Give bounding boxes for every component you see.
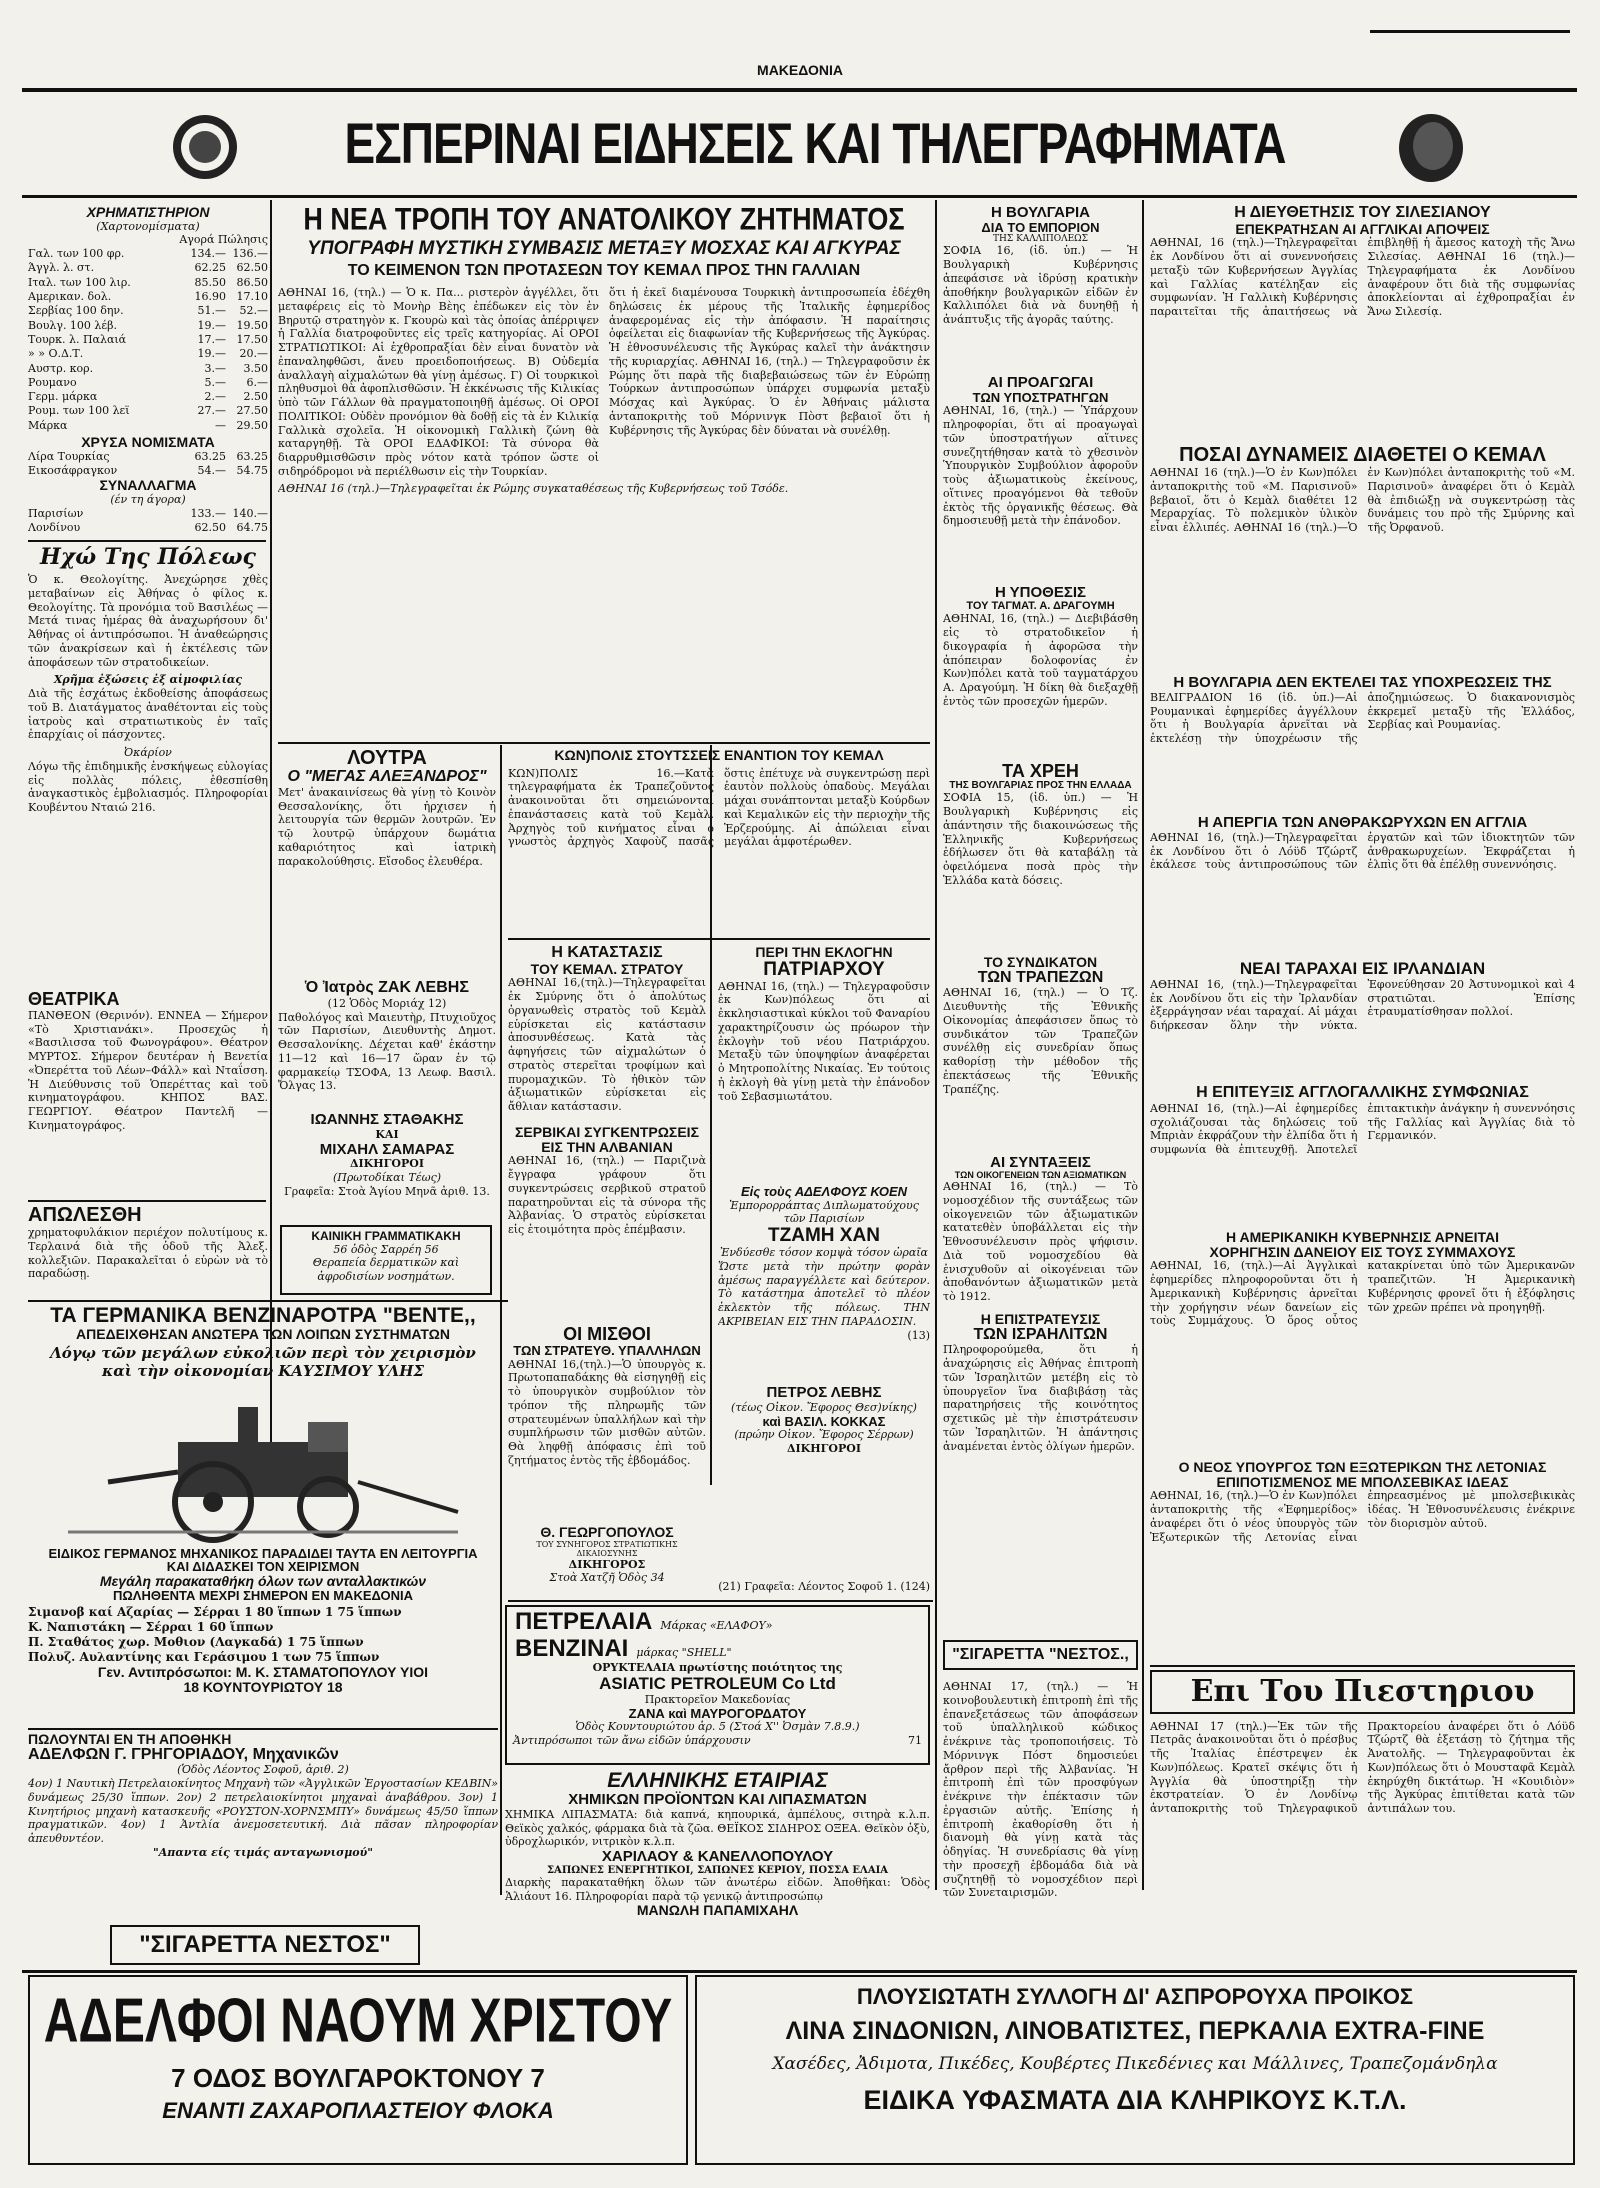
debts-story xyxy=(943,762,1138,947)
silesia-text: ΑΘΗΝΑΙ, 16 (τηλ.)—Τηλεγραφεῖται ἐκ Λονδίνου ὅτι αἱ συνεννοήσεις μεταξὺ τῶν Κυβερνήσεων Ἀγγλίας καὶ Γαλλίας κατέληξαν εἰς συμφωνίαν. Ἡ Γαλλικὴ Κυβέρνησις παραιτεῖται τῆς ἀπαιτήσεως νὰ ἐπιβληθῇ ἡ ἄμεσος κατοχὴ τῆς Ἄνω Σιλεσίας. ΑΘΗΝΑΙ 16 (τηλ.)—Τηλεγραφήματα ἐκ Λονδίνου ἀναφέρουν ὅτι διὰ τῆς συμφωνίας ἀποκλείονται αἱ ἐχθροπραξίαι ἐν Ἄνω Σιλεσίᾳ. xyxy=(1150,236,1575,319)
rate-v1: 16.90 xyxy=(194,290,226,304)
main-text-b: ὅτι ἡ ἐκεῖ διαμένουσα Τουρκικὴ ἀντιπροσωπεία ἐδέχθη δηλώσεις ἐκ μέρους τῆς Ἰταλικῆς ἐφημερίδος ἀναφερομένας εἰς τὴν ἀπόφασιν. Ἡ παραίτησις ὀφείλεται εἰς διαφωνίαν τῆς Κυβερνήσεως τῆς Ἀγκύρας. Ἡ ἐθνοσυνέλευσις τῆς Ἀγκύρας καλεῖ τὴν ἀνάκτησιν τῆς κυριαρχίας. ΑΘΗΝΑΙ 16, (τηλ.) — Τηλεγραφοῦσιν ἐκ Ρώμης ὅτι παρὰ τῆς διαβεβαιώσεως τῶν ἐν Εὐρώπῃ Τούρκων ἀντιπροσώπων ὑπάρχει συμφωνία μεταξὺ Μόσχας καὶ Ἀγκύρας. Ὁ ἐν Ἀθήναις μάλιστα ἀνταποκριτὴς τοῦ Μόρνινγκ Πὸστ βεβαιοῖ ὅτι ἡ Κυβέρνησις τῆς Ἀγκύρας δὲν δύναται νὰ συνέλθῃ. xyxy=(609,286,930,437)
serbian-title: ΣΕΡΒΙΚΑΙ ΣΥΓΚΕΝΤΡΩΣΕΙΣ xyxy=(515,1125,699,1140)
chem-firm2: ΣΑΠΩΝΕΣ ΕΝΕΡΓΗΤΙΚΟΙ, ΣΑΠΩΝΕΣ ΚΕΡΙΟΥ, ΠΟΣΣΑ ΕΛΑΙΑ xyxy=(546,1864,889,1876)
rate-v1: 62.50 xyxy=(194,521,226,535)
kemal-forces-story xyxy=(1150,445,1575,670)
christou-ad xyxy=(28,1975,688,2165)
rate-v2: 52.— xyxy=(239,304,268,318)
rate-name: Βουλγ. 100 λέβ. xyxy=(28,318,117,332)
running-title: ΜΑΚΕΔΟΝΙΑ xyxy=(757,62,843,78)
israelites-sub: ΤΩΝ ΙΣΡΑΗΛΙΤΩΝ xyxy=(973,1325,1108,1343)
salaries-sub: ΤΩΝ ΣΤΡΑΤΕΥΘ. ΥΠΑΛΛΗΛΩΝ xyxy=(513,1342,701,1358)
nestos-ad-2 xyxy=(943,1640,1138,1670)
plough-row: 18 ΚΟΥΝΤΟΥΡΙΩΤΟΥ 18 xyxy=(183,1679,343,1696)
main-footnote: ΑΘΗΝΑΙ 16 (τηλ.)—Τηλεγραφεῖται ἐκ Ρώμης συγκαταθέσεως τῆς Κυβερνήσεως τοῦ Τσόδε. xyxy=(278,481,789,495)
lawyer-2: ΜΙΧΑΗΛ ΣΑΜΑΡΑΣ xyxy=(319,1140,455,1158)
patriarch-story xyxy=(718,945,930,1180)
israelites-story xyxy=(943,1312,1138,1632)
us-loans-story xyxy=(1150,1230,1575,1455)
plough-line3: Μεγάλη παρακαταθήκη όλων των ανταλλακτικών xyxy=(99,1573,427,1590)
rate-v1: 51.— xyxy=(197,304,226,318)
coal-strike-text: ΑΘΗΝΑΙ 16, (τηλ.)—Τηλεγραφεῖται ἐκ Λονδίνου ὅτι ὁ Λόϋδ Τζώρτζ ἐκάλεσε τοὺς ἀντιπροσώπους τῶν ἐργατῶν καὶ τῶν ἰδιοκτητῶν τῶν ἀνθρακωρυχείων. Ἐκφράζεται ἡ ἐλπὶς ὅτι θὰ ἐπέλθῃ συνεννόησις. xyxy=(1150,830,1575,872)
col-sep-4 xyxy=(500,745,502,1895)
bulgaria-trade-sub2: ΤΗΣ ΚΑΛΛΙΠΟΛΕΩΣ xyxy=(993,234,1088,245)
petroleum-l2: ASIATIC PETROLEUM Co Ltd xyxy=(599,1674,836,1694)
plough-line4: ΠΩΛΗΘΕΝΤΑ ΜΕΧΡΙ ΣΗΜΕΡΟΝ ΕΝ ΜΑΚΕΔΟΝΙΑ xyxy=(113,1587,413,1603)
ireland-story xyxy=(1150,960,1575,1080)
plough-list xyxy=(28,1605,498,1694)
echo-text3: Λόγω τῆς ἐπιδημικῆς ἐνσκήψεως εὐλογίας εἰς πολλὰς πόλεις, ἐθεσπίσθη ἀναγκαστικὸς ἐμβολιασμός. Πληροφορίαι Κουβέντου Νταιώ 216. xyxy=(28,759,268,815)
market-section xyxy=(28,205,268,535)
late-news-text xyxy=(943,1680,1138,1965)
levis-and: καὶ ΒΑΣΙΛ. ΚΟΚΚΑΣ xyxy=(762,1413,886,1429)
anglo-french-story xyxy=(1150,1085,1575,1225)
petroleum-l5: Ὁδὸς Κουντουριώτου ἀρ. 5 (Στοά Χ'' Ὀσμὰν 7.8.9.) xyxy=(575,1720,860,1734)
latvia-title: Ο ΝΕΟΣ ΥΠΟΥΡΓΟΣ ΤΩΝ ΕΞΩΤΕΡΙΚΩΝ ΤΗΣ ΛΕΤΟΝΙΑΣ xyxy=(1178,1460,1547,1475)
georgopoulos-address: Στοὰ Χατζῆ Ὁδὸς 34 xyxy=(549,1571,665,1585)
christou-address: 7 ΟΔΟΣ ΒΟΥΛΓΑΡΟΚΤΟΝΟΥ 7 xyxy=(171,2063,545,2094)
press-text: ΑΘΗΝΑΙ 17 (τηλ.)—Ἐκ τῶν τῆς Πετρᾶς ἀνακοινοῦται ὅτι ὁ πρέσβυς τῆς Ἰταλίας ἐπέστρεψεν ἐκ Κων)πόλεως. Κρατεῖ σκέψις ὅτι ἡ Ἀγγλία θὰ ὑποστηρίξῃ τὴν ἐκστρατείαν. Ὁ ἐν Λονδίνῳ ἀνταποκριτὴς τοῦ Τηλεγραφικοῦ Πρακτορείου ἀναφέρει ὅτι ὁ Λόϋδ Τζώρτζ θὰ ἐξετάσῃ τὸ ζήτημα τῆς Ἀνατολῆς. — Τηλεγραφοῦνται ἐκ Κων)πόλεως ὅτι ὁ Μουσταφᾶ Κεμὰλ ἐκηρύχθη δικτάτωρ. Ἡ «Κουιδιὸν» τῆς Ἀγκύρας ἐπιτίθεται κατὰ τῶν ἀντιπάλων του. xyxy=(1150,1719,1575,1815)
rule-l4 xyxy=(28,1728,498,1730)
rate-v2: 20.— xyxy=(239,347,268,361)
linen-ad xyxy=(695,1975,1575,2165)
coal-strike-story xyxy=(1150,815,1575,955)
clinic-text: Θεραπεία δερματικῶν καὶ ἀφροδισίων νοσημάτων. xyxy=(312,1256,460,1284)
baths-text: Μετ' ἀνακαινίσεως θὰ γίνῃ τὸ Κοινὸν Θεσσαλονίκης, ὅτι ἠρχισεν ἡ λειτουργία τῶν θερμῶν λουτρῶν. Ἐν τῷ λουτρῷ ὑπάρχουν δωμάτια καθαριότητος καὶ ἰατρικὴ παρακολούθησις. Εἴσοδος ἐλευθέρα. xyxy=(278,785,496,868)
promotions-sub: ΤΩΝ ΥΠΟΣΤΡΑΤΗΓΩΝ xyxy=(972,389,1109,405)
rate-v2: 29.50 xyxy=(236,418,268,432)
rate-v2: 3.50 xyxy=(243,361,268,375)
promotions-title: ΑΙ ΠΡΟΑΓΩΓΑΙ xyxy=(987,375,1094,391)
patriarch-text: ΑΘΗΝΑΙ 16, (τηλ.) — Τηλεγραφοῦσιν ἐκ Κων)πόλεως ὅτι αἱ ἐκκλησιαστικαὶ κύκλοι τοῦ Φαναρίου χαρακτηρίζουσιν ὡς πρόωρον τὴν ἐκλογὴν τοῦ νέου Πατριάρχου. Μεταξὺ τῶν ὑποψηφίων ἀναφέρεται ὁ Μητροπολίτης Νικαίας. Ἐν τούτοις ἡ ἐκλογὴ θὰ γίνῃ μετὰ τὴν ἐπάνοδον τοῦ Σεβασμιωτάτου. xyxy=(718,979,930,1103)
levis-name: ΠΕΤΡΟΣ ΛΕΒΗΣ xyxy=(766,1385,882,1401)
coins-title: ΧΡΥΣΑ ΝΟΜΙΣΜΑΤΑ xyxy=(81,434,215,451)
echo-text2: Διὰ τῆς ἐσχάτως ἐκδοθείσης ἀποφάσεως τοῦ Β. Διατάγματος ἀναθέτονται εἰς τοὺς ἰατροὺς καὶ στρατιωτικοὺς ἐν ταῖς ἐπαρχίαις οἱ πάσχοντες. xyxy=(28,687,268,742)
benzine-title: BENZINAI xyxy=(515,1635,629,1663)
kemal-army-title: Η ΚΑΤΑΣΤΑΣΙΣ xyxy=(551,945,663,961)
masthead-title: ΕΣΠΕΡΙΝΑΙ ΕΙΔΗΣΕΙΣ ΚΑΙ ΤΗΛΕΓΡΑΦΗΜΑΤΑ xyxy=(344,110,1286,176)
tailor-sub: Ἐμπορορράπτας Διπλωματούχους τῶν Παρισίων xyxy=(729,1198,919,1226)
kurds-title: ΚΩΝ)ΠΟΛΙΣ ΣΤΟΥΤΣΣΕΙΣ ΕΝΑΝΤΙΟΝ ΤΟΥ ΚΕΜΑΛ xyxy=(554,748,884,763)
rate-row xyxy=(28,450,268,464)
chemicals-ad xyxy=(505,1770,930,1965)
theatre-section xyxy=(28,990,268,1170)
plough-row: Πολυζ. Αυλαντίνης και Γεράσιμου 1 των 75 ἵππων xyxy=(28,1650,380,1665)
christou-name: ΑΔΕΛΦΟΙ ΝΑΟΥΜ ΧΡΙΣΤΟΥ xyxy=(43,1986,673,2056)
plough-title: ΤΑ ΓΕΡΜΑΝΙΚΑ ΒΕΝΖΙΝΑΡΟΤΡΑ "ΒΕΝΤΕ,, xyxy=(50,1305,476,1327)
benzine-brand: μάρκας "SHELL" xyxy=(636,1646,732,1660)
kemal-army-sub: ΤΟΥ ΚΕΜΑΛ. ΣΤΡΑΤΟΥ xyxy=(530,960,684,977)
rate-row xyxy=(28,290,268,304)
linen-line2: ΛΙΝΑ ΣΙΝΔΟΝΙΩΝ, ΛΙΝΟΒΑΤΙΣΤΕΣ, ΠΕΡΚΑΛΙΑ EXTRA-FINE xyxy=(785,2017,1485,2046)
bottom-rule xyxy=(22,1970,1577,1973)
header-rule xyxy=(22,88,1577,92)
debts-text: ΣΟΦΙΑ 15, (ἰδ. ὑπ.) — Ἡ Βουλγαρικὴ Κυβέρνησις εἰς ἀπάντησιν τῆς διακοινώσεως τῆς Ἑλληνικῆς Κυβερνήσεως ἐδήλωσεν ὅτι θὰ καταβάλῃ τὰ ὀφειλόμενα ποσὰ πρὸς τὴν Ἑλλάδα κατὰ δόσεις. xyxy=(943,791,1138,887)
plough-subtitle: ΑΠΕΔΕΙΧΘΗΣΑΝ ΑΝΩΤΕΡΑ ΤΩΝ ΛΟΙΠΩΝ ΣΥΣΤΗΜΑΤΩΝ xyxy=(76,1326,450,1343)
rate-row xyxy=(28,507,268,521)
rate-v1: 54.— xyxy=(197,464,226,478)
debts-title: ΤΑ ΧΡΕΗ xyxy=(1002,762,1079,781)
anglo-french-text: ΑΘΗΝΑΙ 16, (τηλ.)—Αἱ ἐφημερίδες σχολιάζουσαι τὰς δηλώσεις τοῦ Μπριὰν ἐκφράζουν τὴν ἐλπίδα ὅτι ἡ συμφωνία θὰ ἐπιτευχθῇ. Ἀποτελεῖ ἐπιτακτικὴν ἀνάγκην ἡ συνεννόησις τῆς Γαλλίας καὶ Ἀγγλίας διὰ τὸ Γερμανικόν. xyxy=(1150,1101,1575,1157)
petroleum-l3: Πρακτορεῖον Μακεδονίας xyxy=(644,1692,791,1706)
doctor-address: (12 Ὁδὸς Μοριάχ 12) xyxy=(327,996,447,1010)
rate-v2: 136.— xyxy=(232,247,268,261)
chem-title-1: ΕΛΛΗΝΙΚΗΣ ΕΤΑΙΡΙΑΣ xyxy=(607,1770,828,1792)
coal-strike-title: Η ΑΠΕΡΓΙΑ ΤΩΝ ΑΝΘΡΑΚΩΡΥΧΩΝ ΕΝ ΑΓΓΛΙΑ xyxy=(1197,815,1528,831)
rate-row xyxy=(28,247,268,261)
rate-v2: 2.50 xyxy=(243,390,268,404)
masthead-rule xyxy=(22,195,1577,198)
kurds-text: ΚΩΝ)ΠΟΛΙΣ 16.—Κατὰ τηλεγραφήματα ἐκ Τραπεζοῦντος ἀνακοινοῦται ὅτι σημειώνονται ἐπανάστασεις κατὰ τοῦ Κεμὰλ. Ἀρχηγὸς τοῦ κινήματος εἶναι ὁ γνωστὸς ἀρχηγὸς Χαφοὺζ πασᾶς ὅστις ἐπέτυχε νὰ συγκεντρώσῃ περὶ ἑαυτὸν πολλοὺς ὁπαδοὺς. Μεγάλαι μάχαι συνάπτονται μεταξὺ Κούρδων καὶ Κεμαλικῶν εἰς τὴν περιοχὴν τῆς Ἐρζερούμης. Αἱ ἀπώλειαι εἶναι μεγάλαι ἀμφοτέρωθεν. xyxy=(508,766,930,849)
market-table xyxy=(28,247,268,433)
israelites-text: Πληροφορούμεθα, ὅτι ἡ ἀναχώρησις εἰς Ἀθήνας ἐπιτροπὴ τῶν Ἰσραηλιτῶν μετέβη εἰς τὸ ὑπουργεῖον ἵνα διαβιβάσῃ τὰς παρατηρήσεις τῆς κοινότητος σχετικῶς μὲ τὴν ἐπιστράτευσιν τῶν Ἰσραηλιτῶν. Ἡ ἀπάντησις ἀναμένεται ἐντὸς ὀλίγων ἡμερῶν. xyxy=(943,1343,1138,1453)
late-news-body: ΑΘΗΝΑΙ 17, (τηλ.) — Ἡ κοινοβουλευτικὴ ἐπιτροπὴ ἐπὶ τῆς ἐπανεξετάσεως τῶν ἀποφάσεων τοῦ ὑπαλληλικοῦ κώδικος ἐνέκρινε τὰς τροποποιήσεις. Τὸ Μόρνινγκ Πόστ δημοσιεύει ἄρθρον περὶ τῆς Ἀλβανίας. Ἡ ἐπιτροπὴ ἐπὶ τῶν προσφύγων ἐνέκρινε τὴν ἐπέκτασιν τῶν ἐργασιῶν αὐτῆς. Ἐπίσης ἡ ἐπιτροπὴ ἐκαθορίσθη ὅτι ἡ διανομὴ θὰ γίνῃ κατὰ τὰς ὁδηγίας. Ἡ συνεδρίασις θὰ γίνῃ τὴν προσεχῆ ἑβδομάδα διὰ νὰ συζητηθῇ τὸ νομοσχέδιον περὶ τῶν Συνεταιρισμῶν. xyxy=(943,1680,1138,1900)
echo-title: Ηχώ Της Πόλεως xyxy=(40,546,256,570)
main-subtitle-1: ΥΠΟΓΡΑΦΗ ΜΥΣΤΙΚΗ ΣΥΜΒΑΣΙΣ ΜΕΤΑΞΥ ΜΟΣΧΑΣ ΚΑΙ ΑΓΚΥΡΑΣ xyxy=(307,238,901,260)
petroleum-l6: Ἀντιπρόσωποι τῶν ἄνω εἰδῶν ὑπάρχουσιν xyxy=(513,1734,751,1748)
petroleum-number: 71 xyxy=(908,1734,922,1748)
tailor-title: Εἰς τοὺς ΑΔΕΛΦΟΥΣ ΚΟΕΝ xyxy=(740,1185,908,1199)
warehouse-address: (Ὁδὸς Λέοντος Σοφοῦ, ἀριθ. 2) xyxy=(177,1763,349,1777)
bulgaria-trade-title: Η ΒΟΥΛΓΑΡΙΑ xyxy=(991,205,1090,221)
silesia-sub: ΕΠΕΚΡΑΤΗΣΑΝ ΑΙ ΑΓΓΛΙΚΑΙ ΑΠΟΨΕΙΣ xyxy=(1235,220,1490,237)
levis-ad xyxy=(718,1385,930,1515)
echo-sub1: Χρῆμα ἐξώσεις ἐξ αἰμοφιλίας xyxy=(53,673,243,687)
coins-table xyxy=(28,450,268,479)
doctor-text: Παθολόγος καὶ Μαιευτὴρ, Πτυχιοῦχος τῶν Παρισίων, Διευθυντὴς Δημοτ. Θεσσαλονίκης. Δέχεται καθ' ἑκάστην 11—12 καὶ 16—17 ὥραν ἐν τῷ φαρμακείῳ ΤΣΟΦΑ, 13 Λεωφ. Βασιλ. Ὄλγας 13. xyxy=(278,1010,496,1093)
rate-row xyxy=(28,390,268,404)
lost-title: ΑΠΩΛΕΣΘΗ xyxy=(28,1205,142,1226)
baths-ad xyxy=(278,748,496,973)
warehouse-text: 4ον) 1 Ναυτικὴ Πετρελαιοκίνητος Μηχανὴ τῶν «Ἀγγλικῶν Ἐργοστασίων ΚΕΔΒΙΝ» δυνάμεως 25/30 ἵππων. 2ον) 2 πετρελαιοκίνητοι μηχαναὶ ἀναβάθρου. 3ον) 1 Κινητήριος μηχανὴ κατασκευῆς «ΡΟΥΣΤΟΝ-ΧΟΡΝΣΜΠΥ» δυνάμεως 45/50 ἵππων πραγματικῶν. 4ον) 1 Ἀντλία ἀνεμοσετευτική. Διὰ πᾶσαν πληροφορίαν ἀπευθυντέον. xyxy=(28,1777,498,1846)
us-loans-text: ΑΘΗΝΑΙ, 16, (τηλ.)—Αἱ Ἀγγλικαὶ ἐφημερίδες πληροφοροῦνται ὅτι ἡ Ἀμερικανικὴ Κυβέρνησις ἀρνεῖται τὴν χορήγησιν νέων δανείων εἰς τοὺς Συμμάχους. Ὁ ὅρος οὗτος κατακρίνεται ὑπὸ τῶν Ἀμερικανῶν τραπεζιτῶν. Ἡ Ἀμερικανικὴ Κυβέρνησις φρονεῖ ὅτι ἡ ἐξόφλησις τῶν χρεῶν πρέπει νὰ προηγηθῇ. xyxy=(1150,1259,1575,1328)
pensions-text: ΑΘΗΝΑΙ 16, (τηλ.) — Τὸ νομοσχέδιον τῆς συντάξεως τῶν οἰκογενειῶν τῶν ἀξιωματικῶν κατατεθὲν ὑποβάλλεται εἰς τὴν Ἐθνοσυνέλευσιν πρὸς ψήφισιν. Διὰ τοῦ νομοσχεδίου θὰ ἐνισχυθοῦν αἱ οἰκογένειαι τῶν ἀποθανόντων ἀξιωματικῶν μετὰ τὸ 1912. xyxy=(943,1180,1138,1304)
rate-v1: 133.— xyxy=(190,506,226,520)
rate-v2: 140.— xyxy=(232,506,268,520)
rate-v1: 19.— xyxy=(197,347,226,361)
rate-name: Άγγλ. λ. στ. xyxy=(28,261,95,275)
echo-section xyxy=(28,546,268,971)
rate-row xyxy=(28,333,268,347)
rate-v1: 62.25 xyxy=(194,261,226,275)
rate-row xyxy=(28,319,268,333)
bulgaria-trade-sub: ΔΙΑ ΤΟ ΕΜΠΟΡΙΟΝ xyxy=(981,219,1100,235)
tailor-name: ΤΖΑΜΗ ΧΑΝ xyxy=(768,1225,880,1247)
georgopoulos-role: ΔΙΚΗΓΟΡΟΣ xyxy=(568,1557,646,1571)
debts-sub: ΤΗΣ ΒΟΥΛΓΑΡΙΑΣ ΠΡΟΣ ΤΗΝ ΕΛΛΑΔΑ xyxy=(949,779,1132,791)
rate-v2: 64.75 xyxy=(236,521,268,535)
levis-sub: (τέως Οἰκον. Ἔφορος Θεσ)νίκης) xyxy=(731,1400,917,1414)
doctor-ad xyxy=(278,980,496,1110)
rate-name: Παρισίων xyxy=(28,506,84,520)
plough-row: Γεν. Αντιπρόσωποι: Μ. Κ. ΣΤΑΜΑΤΟΠΟΥΛΟΥ ΥΙΟΙ xyxy=(97,1664,429,1681)
plough-row: Κ. Ναπιστάκη — Σέρραι 1 60 ἵππων xyxy=(28,1620,274,1635)
rule-l3 xyxy=(28,1300,508,1302)
pensions-sub: ΤΩΝ ΟΙΚΟΓΕΝΕΙΩΝ ΤΩΝ ΑΞΙΩΜΑΤΙΚΩΝ xyxy=(954,1169,1127,1180)
bulgaria-obligations-story xyxy=(1150,675,1575,810)
chem-title-2: ΧΗΜΙΚΩΝ ΠΡΟΪΟΝΤΩΝ ΚΑΙ ΛΙΠΑΣΜΑΤΩΝ xyxy=(568,1791,867,1809)
market-subtitle: (Χαρτονομίσματα) xyxy=(96,219,200,233)
rate-name: Ρουμανο xyxy=(28,375,77,389)
chem-firm: ΧΑΡΙΛΑΟΥ & ΚΑΝΕΛΛΟΠΟΥΛΟΥ xyxy=(601,1848,834,1866)
petroleum-ad xyxy=(505,1605,930,1765)
patriarch-title: ΠΕΡΙ ΤΗΝ ΕΚΛΟΓΗΝ xyxy=(755,945,893,960)
christou-near: ΕΝΑΝΤΙ ΖΑΧΑΡΟΠΛΑΣΤΕΙΟΥ ΦΛΟΚΑ xyxy=(162,2097,554,2123)
silesia-title: Η ΔΙΕΥΘΕΤΗΣΙΣ ΤΟΥ ΣΙΛΕΣΙΑΝΟΥ xyxy=(1234,205,1491,221)
rate-v1: 19.— xyxy=(197,318,226,332)
anglo-french-title: Η ΕΠΙΤΕΥΞΙΣ ΑΓΓΛΟΓΑΛΛΙΚΗΣ ΣΥΜΦΩΝΙΑΣ xyxy=(1196,1085,1529,1101)
warehouse-ad xyxy=(28,1732,498,1922)
serbian-text: ΑΘΗΝΑΙ 16, (τηλ.) — Παριζινὰ ἔγγραφα γράφουν ὅτι συγκεντρώσεις σερβικοῦ στρατοῦ παρατηροῦνται εἰς τὰ σύνορα τῆς Ἀλβανίας. Ὁ στρατὸς εὑρίσκεται εἰς ἑτοιμότητα πρὸς ἐπέμβασιν. xyxy=(508,1154,706,1237)
clinic-ad xyxy=(280,1225,492,1295)
bulgaria-obligations-title: Η ΒΟΥΛΓΑΡΙΑ ΔΕΝ ΕΚΤΕΛΕΙ ΤΑΣ ΥΠΟΧΡΕΩΣΕΙΣ ΤΗΣ xyxy=(1173,675,1552,691)
rate-v1: 63.25 xyxy=(194,449,226,463)
plough-tagline: Λόγῳ τῶν μεγάλων εὐκολιῶν περὶ τὸν χειρισμὸν καὶ τὴν οἰκονομίαν ΚΑΥΣΙΜΟΥ ΥΛΗΣ xyxy=(50,1343,476,1380)
theatre-title: ΘΕΑΤΡΙΚΑ xyxy=(28,990,120,1009)
col-sep-2 xyxy=(935,200,937,1890)
plough-illustration xyxy=(28,1382,498,1547)
dragoumis-title: Η ΥΠΟΘΕΣΙΣ xyxy=(994,585,1087,601)
banks-text: ΑΘΗΝΑΙ 16, (τηλ.) — Ὁ Τζ. Διευθυντὴς τῆς Ἐθνικῆς Οἰκονομίας ἀπεφάσισεν ὅπως τὸ συνδικάτον τῶν Τραπεζῶν συνέλθῃ εἰς συνεδρίαν ὅπως καθορίσῃ τὴν μέθοδον τῆς ἐπεκτάσεως τῆς Ἐθνικῆς Τραπέζης. xyxy=(943,986,1138,1096)
rate-v1: 17.— xyxy=(197,332,226,346)
chem-rep: ΜΑΝΩΛΗ ΠΑΠΑΜΙΧΑΗΛ xyxy=(636,1902,799,1919)
rate-v1: 134.— xyxy=(190,247,226,261)
lost-text: χρηματοφυλάκιον περιέχον πολυτίμους κ. Τερλαινά διὰ τῆς ὁδοῦ τῆς Ἀλεξ. κολλεξιῶν. Παρακαλεῖται ὁ εὑρὼν νὰ τὸ παραδώσῃ. xyxy=(28,1226,268,1281)
latvia-sub: ΕΠΙΠΟΤΙΣΜΕΝΟΣ ΜΕ ΜΠΟΛΣΕΒΙΚΑΣ ΙΔΕΑΣ xyxy=(1216,1473,1509,1490)
masthead-emblem-right xyxy=(1395,110,1467,185)
rate-v2: 6.— xyxy=(246,375,268,389)
col-sep-1 xyxy=(270,200,272,1465)
georgopoulos-sub: ΤΟΥ ΣΥΝΗΓΟΡΟΣ ΣΤΡΑΤΙΩΤΙΚΗΣ ΔΙΚΑΙΟΣΥΝΗΣ xyxy=(536,1539,678,1558)
fx-subtitle: (έν τη άγορα) xyxy=(110,493,186,507)
kemal-forces-title: ΠΟΣΑΙ ΔΥΝΑΜΕΙΣ ΔΙΑΘΕΤΕΙ Ο ΚΕΜΑΛ xyxy=(1179,445,1546,466)
market-title: ΧΡΗΜΑΤΙΣΤΗΡΙΟΝ xyxy=(86,205,210,220)
rate-name: Λίρα Τουρκίας xyxy=(28,449,110,463)
lawyer-role: ΔΙΚΗΓΟΡΟΙ xyxy=(349,1157,425,1171)
main-subtitle-2: ΤΟ ΚΕΙΜΕΝΟΝ ΤΩΝ ΠΡΟΤΑΣΕΩΝ ΤΟΥ ΚΕΜΑΛ ΠΡΟΣ ΤΗΝ ΓΑΛΛΙΑΝ xyxy=(347,262,861,280)
bulgaria-trade-text: ΣΟΦΙΑ 16, (ἰδ. ὑπ.) — Ἡ Βουλγαρικὴ Κυβέρνησις ἀπεφάσισε νὰ ἱδρύσῃ κρατικὴν ἀποθήκην βουλγαρικῶν εἰδῶν ἐν Καλλιπόλει διὰ νὰ δυνηθῇ ἡ ἀνάπτυξις τῆς ἀγορᾶς ταύτης. xyxy=(943,244,1138,327)
lost-section xyxy=(28,1205,268,1300)
rate-row xyxy=(28,521,268,535)
warehouse-firm: ΑΔΕΛΦΩΝ Γ. ΓΡΗΓΟΡΙΑΔΟΥ, Μηχανικῶν xyxy=(28,1745,339,1763)
levis-role: ΔΙΚΗΓΟΡΟΙ xyxy=(786,1441,862,1455)
bulgaria-trade-story xyxy=(943,205,1138,370)
serbian-story xyxy=(508,1125,706,1320)
market-columns: Αγορά Πώλησις xyxy=(179,233,268,247)
rate-row xyxy=(28,276,268,290)
main-title: Η ΝΕΑ ΤΡΟΠΗ ΤΟΥ ΑΝΑΤΟΛΙΚΟΥ ΖΗΤΗΜΑΤΟΣ xyxy=(303,205,905,237)
rate-name: Εικοσάφραγκον xyxy=(28,464,118,478)
rate-v1: — xyxy=(215,418,226,432)
georgopoulos-name: Θ. ΓΕΩΡΓΟΠΟΥΛΟΣ xyxy=(540,1525,674,1540)
rate-row xyxy=(28,404,268,418)
latvia-story xyxy=(1150,1460,1575,1660)
plough-line1: ΕΙΔΙΚΟΣ ΓΕΡΜΑΝΟΣ ΜΗΧΑΝΙΚΟΣ ΠΑΡΑΔΙΔΕΙ ΤΑΥΤΑ ΕΝ ΛΕΙΤΟΥΡΓΙΑ xyxy=(48,1545,478,1561)
kurds-story xyxy=(508,748,930,933)
rate-name: Τουρκ. λ. Παλαιά xyxy=(28,332,127,346)
rate-v1: 5.— xyxy=(204,375,226,389)
latvia-text: ΑΘΗΝΑΙ, 16, (τηλ.)—Ὁ ἐν Κων)πόλει ἀνταποκριτὴς τῆς «Ἐφημερίδος» ἀναφέρει ὅτι ὁ νέος ὑπουργὸς τῶν Ἐξωτερικῶν τῆς Λετονίας εἶναι ἐπηρεασμένος μὲ μπολσεβικικὰς ἰδέας. Ἡ Ἐθνοσυνέλευσις ἐνέκρινε τὸν διορισμὸν αὐτοῦ. xyxy=(1150,1489,1575,1544)
ireland-title: ΝΕΑΙ ΤΑΡΑΧΑΙ ΕΙΣ ΙΡΛΑΝΔΙΑΝ xyxy=(1239,960,1486,978)
rate-name: Γαλ. των 100 φρ. xyxy=(28,247,125,261)
rate-row xyxy=(28,347,268,361)
linen-line3: Χασέδες, Ἀδιμοτα, Πικέδες, Κουβέρτες Πικεδένιες και Μάλλινες, Τραπεζομάνδηλα xyxy=(772,2054,1498,2075)
rate-v1: 85.50 xyxy=(194,275,226,289)
serbian-sub: ΕΙΣ ΤΗΝ ΑΛΒΑΝΙΑΝ xyxy=(541,1138,673,1155)
nestos-text: "ΣΙΓΑΡΕΤΤΑ ΝΕΣΤΟΣ" xyxy=(139,1931,391,1958)
echo-text: Ὁ κ. Θεολογίτης. Ἀνεχώρησε χθὲς μεταβαίνων εἰς Ἀθήνας ὁ φίλος κ. Θεολογίτης. Τὰ προνόμια τοῦ Βασιλέως — Μετά τινας ἡμέρας θὰ ἀναχωρήσουν δι' Ἀθήνας οἱ ἀντιπρόσωποι. Ἡ ἀναθεώρησις τῶν ἀνακρίσεων καὶ ἡ ἐκτέλεσις τῶν ἀποφάσεων τῶν στρατοδικείων. xyxy=(28,573,268,669)
pensions-title: ΑΙ ΣΥΝΤΑΞΕΙΣ xyxy=(990,1155,1091,1171)
rate-row xyxy=(28,419,268,433)
petroleum-l4: ΖΑΝΑ καὶ ΜΑΥΡΟΓΟΡΔΑΤΟΥ xyxy=(628,1705,807,1721)
main-text-a: ΑΘΗΝΑΙ 16, (τηλ.) — Ὁ κ. Πα... ριστερὸν ἀγγέλλει, ὅτι μεταφέρεις εἰς τὸ Μονὴρ Βὲης ἐπέδωκεν εἰς τὸν ἐν Βηρυτῷ στρατηγὸν κ. Γκουρὼ καὶ τὰς ὁποίας ἀπέρριψεν ἡ Γαλλία διατροφοῦντες εἰς τρεῖς κατηγορίας. Αἱ ΟΡΟΙ ΣΤΡΑΤΙΩΤΙΚΟΙ: Αἱ ἐχθροπραξίαι δὲν εἶναι δυνατὸν νὰ ἐπαναληφθῶσι, ἄνευ προειδοποιήσεως. Β) Οὐδεμία ἀναλλαγὴ αἰχμαλώτων θὰ γίνῃ ἀμέσως. Γ) Οἱ τουρκικοὶ πληθυσμοὶ θὰ ἀφοπλισθῶσιν. Ἡ ἐκκένωσις τῆς Κιλικίας ὑπὸ τῶν Γάλλων θὰ πραγματοποιηθῇ ἀμέσως. Οἱ ΟΡΟΙ ΠΟΛΙΤΙΚΟΙ: Οὐδὲν προνόμιον θὰ δοθῇ εἰς τὰ ἐν Κιλικίᾳ Γαλλικὰ σχολεῖα. Ἡ οἰκονομικὴ Γαλλικὴ ζώνη θὰ καταργηθῇ. Τὰ ΟΡΟΙ ΕΔΑΦΙΚΟΙ: Τὰ σύνορα θὰ διαρρυθμισθῶσιν πρὸς νότον κατὰ τρόπον ὥστε οἱ σιδηρόδρομοι νὰ περιέλθωσιν εἰς τὴν Τουρκίαν. xyxy=(278,286,599,478)
salaries-title: ΟΙ ΜΙΣΘΟΙ xyxy=(563,1325,651,1344)
pensions-story xyxy=(943,1155,1138,1305)
ireland-text: ΑΘΗΝΑΙ 16, (τηλ.)—Τηλεγραφεῖται ἐκ Λονδίνου ὅτι εἰς τὴν Ἰρλανδίαν ἐξερράγησαν νέαι ταραχαί. Αἱ μάχαι διήρκεσαν ὅλην τὴν νύκτα. Ἐφονεύθησαν 20 Ἀστυνομικοὶ καὶ 4 στρατιῶται. Ἐπίσης ἐτραυματίσθησαν πολλοί. xyxy=(1150,977,1575,1033)
promotions-story xyxy=(943,375,1138,580)
lawyer-and: ΚΑΙ xyxy=(375,1127,399,1141)
baths-title: ΛΟΥΤΡΑ xyxy=(347,748,427,769)
rate-v2: 17.10 xyxy=(236,290,268,304)
petroleum-title: ΠΕΤΡΕΛΑΙΑ xyxy=(515,1608,653,1635)
rule-c2 xyxy=(508,938,930,940)
lawyer-address: Γραφεῖα: Στοὰ Ἁγίου Μηνᾶ ἀριθ. 13. xyxy=(284,1184,490,1198)
tailor-tagline: Ἐνδύεσθε τόσον κομψὰ τόσον ὡραῖα xyxy=(719,1246,928,1260)
rule-c1 xyxy=(278,742,930,744)
tailor-ad xyxy=(718,1185,930,1380)
lawyers-ad xyxy=(278,1112,496,1222)
warehouse-bottom: "Απαντα είς τιμάς ανταγωνισμού" xyxy=(153,1845,373,1859)
nestos-ad xyxy=(110,1925,420,1965)
plough-row: Σιμανοβ καί Αζαρίας — Σέρραι 1 80 ἵππων 1 75 ἵππων xyxy=(28,1605,402,1620)
press-title: Επι Του Πιεστηριου xyxy=(1150,1670,1575,1714)
rate-name: Μάρκα xyxy=(28,418,68,432)
petroleum-l1: ΟΡΥΚΤΕΛΑΙΑ πρωτίστης ποιότητος της xyxy=(592,1661,843,1675)
kemal-army-story xyxy=(508,945,706,1120)
levis-sub2: (πρώην Οἰκον. Ἔφορος Σέρρων) xyxy=(734,1428,914,1442)
rate-name: Αμερικαν. δολ. xyxy=(28,290,112,304)
banks-title: ΤΟ ΣΥΝΔΙΚΑΤΟΝ xyxy=(983,955,1098,970)
rate-v1: 2.— xyxy=(204,390,226,404)
doctor-title: Ὁ Ἰατρὸς ΖΑΚ ΛΕΒΗΣ xyxy=(305,980,469,996)
press-section xyxy=(1150,1670,1575,1965)
linen-line1: ΠΛΟΥΣΙΩΤΑΤΗ ΣΥΛΛΟΓΗ ΔΙ' ΑΣΠΡΟΡΟΥΧΑ ΠΡΟΙΚΟΣ xyxy=(856,1984,1414,2009)
rule-r1 xyxy=(1150,1665,1575,1667)
fx-title: ΣΥΝΑΛΛΑΓΜΑ xyxy=(99,477,197,494)
plough-row: Π. Σταθάτος χωρ. Μοθιον (Λαγκαδά) 1 75 ἵππων xyxy=(28,1635,364,1650)
rule-l1 xyxy=(28,540,266,542)
warehouse-title: ΠΩΛΟΥΝΤΑΙ ΕΝ ΤΗ ΑΠΟΘΗΚΗ xyxy=(28,1732,232,1747)
patriarch-sub: ΠΑΤΡΙΑΡΧΟΥ xyxy=(763,958,885,980)
kemal-army-text: ΑΘΗΝΑΙ 16,(τηλ.)—Τηλεγραφεῖται ἐκ Σμύρνης ὅτι ὁ ἀπολύτως ὀργανωθεὶς στρατὸς τοῦ Κεμὰλ εὑρίσκεται εἰς κατάστασιν ἀποσυνθέσεως. Κατὰ τὰς ἀφηγήσεις τῶν αἰχμαλώτων ὁ στρατὸς στερεῖται τροφίμων καὶ πυρομαχικῶν. Τὸ ἠθικὸν τῶν ἀξιωματικῶν εὑρίσκεται εἰς ἄθλιαν κατάστασιν. xyxy=(508,976,706,1114)
kemal-forces-text: ΑΘΗΝΑΙ 16 (τηλ.)—Ὁ ἐν Κων)πόλει ἀνταποκριτὴς τοῦ «Μ. Παρισινοῦ» βεβαιοῖ, ὅτι ὁ Κεμὰλ διαθέτει 12 Μεραρχίας. Τὸ πολεμικὸν ὑλικὸν εἶναι ἐλλιπές. ΑΘΗΝΑΙ 16 (τηλ.)—Ὁ ἐν Κων)πόλει ἀνταποκριτὴς τοῦ «Μ. Παρισινοῦ» ἀναφέρει ὅτι ὁ Κεμὰλ θὰ ἐπιδιώξῃ νὰ συγκεντρώσῃ τὰς δυνάμεις του πρὸ τῆς Σμύρνης καὶ τῆς Ὀρφανοῦ. xyxy=(1150,466,1575,534)
dragoumis-story xyxy=(943,585,1138,755)
rate-name: Γερμ. μάρκα xyxy=(28,390,98,404)
us-loans-sub: ΧΟΡΗΓΗΣΙΝ ΔΑΝΕΙΟΥ ΕΙΣ ΤΟΥΣ ΣΥΜΜΑΧΟΥΣ xyxy=(1209,1243,1516,1260)
dragoumis-sub: ΤΟΥ ΤΑΓΜΑΤ. Α. ΔΡΑΓΟΥΜΗ xyxy=(966,599,1115,612)
masthead-emblem-left xyxy=(170,112,240,182)
rate-v2: 54.75 xyxy=(236,464,268,478)
rate-name: Ρουμ. των 100 λεϊ xyxy=(28,404,130,418)
top-rule-thin xyxy=(1370,30,1570,33)
rate-v2: 63.25 xyxy=(236,449,268,463)
salaries-text: ΑΘΗΝΑΙ 16,(τηλ.)—Ὁ ὑπουργὸς κ. Πρωτοπαπαδάκης θὰ εἰσηγηθῇ εἰς τὸ ὑπουργικὸν συμβούλιον τὸν τρόπον τῆς πληρωμῆς τῶν στρατευμένων ὑπαλλήλων καὶ τὴν συμπλήρωσιν τῶν μισθῶν αὐτῶν. Θὰ ληφθῇ ἀπόφασις ἐπὶ τοῦ ζητήματος ἐντὸς τῆς ἑβδομάδος. xyxy=(508,1357,706,1467)
plough-line2: ΚΑΙ ΔΙΔΑΣΚΕΙ ΤΟΝ ΧΕΙΡΙΣΜΟΝ xyxy=(166,1559,360,1575)
main-story xyxy=(278,205,930,740)
petroleum-brand: Μάρκας «ΕΛΑΦΟΥ» xyxy=(660,1619,773,1632)
plough-ad xyxy=(28,1305,498,1725)
lawyer-1: ΙΩΑΝΝΗΣ ΣΤΑΘΑΚΗΣ xyxy=(310,1112,464,1128)
baths-name: Ο "ΜΕΓΑΣ ΑΛΕΞΑΝΔΡΟΣ" xyxy=(287,768,487,785)
israelites-title: Η ΕΠΙΣΤΡΑΤΕΥΣΙΣ xyxy=(980,1312,1101,1327)
rate-v1: 3.— xyxy=(204,361,226,375)
echo-sub2: Ὀκάρίον xyxy=(124,746,172,760)
tailor-text: Ὥστε μετὰ τὴν πρώτην φορὰν ἀμέσως παραγγέλλετε καὶ δεύτερον. Τὸ κατάστημα ἀποτελεῖ τὸ πλέον ἐκλεκτὸν τῆς πόλεως. ΤΗΝ ΑΚΡΙΒΕΙΑΝ ΕΙΣ ΤΗΝ ΠΑΡΑΔΟΣΙΝ. xyxy=(718,1259,930,1328)
rate-name: Σερβίας 100 δην. xyxy=(28,304,124,318)
silesia-story xyxy=(1150,205,1575,440)
rate-row xyxy=(28,362,268,376)
rate-name: Αυστρ. κορ. xyxy=(28,361,94,375)
tailor-number: (13) xyxy=(907,1328,930,1342)
theatre-text: ΠΑΝΘΕΟΝ (Θερινόν). ΕΝΝΕΑ — Σήμερον «Τὸ Χριστιανάκι». Προσεχῶς ἡ «Βασιλισσα τοῦ Φωνογράφου». Θέατρον ΜΥΡΤΟΣ. Σήμερον δευτέραν ἡ Βενετία «Ὀπερέττα τοῦ Λέων–Φάλλ» καὶ Νταΐσση. Ἡ Διεύθυνσις τοῦ Ὁπερέττας καὶ τοῦ κινηματογράφου. ΚΗΠΟΣ ΒΑΣ. ΓΕΩΡΓΙΟΥ. Θέατρον Παντελῆ — Κινηματογράφος. xyxy=(28,1008,268,1132)
nestos-text-2: "ΣΙΓΑΡΕΤΤΑ "ΝΕΣΤΟΣ., xyxy=(952,1646,1129,1663)
rate-row xyxy=(28,464,268,478)
levis-address: (21) Γραφεῖα: Λέοντος Σοφοῦ 1. (124) xyxy=(718,1580,930,1593)
clinic-title: ΚΑΙΝΙΚΗ ΓΡΑΜΜΑΤΙΚΑΚΗ xyxy=(311,1229,461,1243)
rate-v2: 19.50 xyxy=(236,318,268,332)
rate-name: » » Ο.Δ.Τ. xyxy=(28,347,84,361)
rate-v2: 62.50 xyxy=(236,261,268,275)
rate-name: Ιταλ. των 100 λιρ. xyxy=(28,275,131,289)
lawyer-sub: (Πρωτοδίκαι Τέως) xyxy=(332,1171,442,1184)
fx-table xyxy=(28,507,268,535)
clinic-address: 56 ὁδὸς Σαρρέη 56 xyxy=(333,1242,439,1256)
linen-line4: ΕΙΔΙΚΑ ΥΦΑΣΜΑΤΑ ΔΙΑ ΚΛΗΡΙΚΟΥΣ Κ.Τ.Λ. xyxy=(863,2085,1407,2116)
rate-row xyxy=(28,376,268,390)
dragoumis-text: ΑΘΗΝΑΙ, 16, (τηλ.) — Διεβιβάσθη εἰς τὸ στρατοδικεῖον ἡ δικογραφία ἡ ἀφορῶσα τὴν ἀπόπειραν δολοφονίας ἐν Κων)πόλει κατὰ τοῦ ταγματάρχου Α. Δραγούμη. Ἡ δίκη θὰ διεξαχθῇ ἐντὸς τῶν προσεχῶν ἡμερῶν. xyxy=(943,612,1138,708)
chem-text2: Διαρκὴς παρακαταθήκη ὅλων τῶν ἀνωτέρω εἰδῶν. Ἀποθῆκαι: Ὁδὸς Ἁλιάουτ 16. Πληροφορίαι παρὰ τῷ γενικῷ ἀντιπροσώπῳ xyxy=(505,1875,930,1903)
banks-sub: ΤΩΝ ΤΡΑΠΕΖΩΝ xyxy=(977,968,1104,986)
rate-v1: 27.— xyxy=(197,404,226,418)
rule-c3 xyxy=(508,1600,933,1602)
salaries-story xyxy=(508,1325,706,1515)
rate-v2: 86.50 xyxy=(236,275,268,289)
rate-name: Λονδίνου xyxy=(28,521,81,535)
banks-story xyxy=(943,955,1138,1150)
promotions-text: ΑΘΗΝΑΙ, 16, (τηλ.) — Ὑπάρχουν πληροφορίαι, ὅτι αἱ προαγωγαὶ τῶν ὑποστρατήγων αἵτινες συνεζητήθησαν κατὰ τὸ χθεσινὸν Ὑπουργικὸν Συμβούλιον ἀφοροῦν τοὺς ἀξιωματικοὺς ἐκείνους, οἵτινες προαγόμενοι θὰ τεθοῦν ἐκτὸς τῆς ὀργανικῆς θέσεως. Θὰ δημοσιευθῇ μετὰ τὴν ἐπάνοδον. xyxy=(943,404,1138,528)
us-loans-title: Η ΑΜΕΡΙΚΑΝΙΚΗ ΚΥΒΕΡΝΗΣΙΣ ΑΡΝΕΙΤΑΙ xyxy=(1226,1230,1499,1245)
rate-v2: 27.50 xyxy=(236,404,268,418)
col-sep-3 xyxy=(1142,200,1144,1890)
bulgaria-obligations-text: ΒΕΛΙΓΡΑΔΙΟΝ 16 (ἰδ. ὑπ.)—Αἱ Ρουμανικαὶ ἐφημερίδες ἀγγέλλουν ὅτι ἡ Βουλγαρία ἀρνεῖται νὰ ἐκτελέσῃ τὴν ὑποχρέωσιν τῆς ἀποζημιώσεως. Ὁ διακανονισμὸς ἐκκρεμεῖ μεταξὺ τῆς Ἑλλάδος, Σερβίας καὶ Ρουμανίας. xyxy=(1150,690,1575,745)
rate-row xyxy=(28,261,268,275)
chem-text: ΧΗΜΙΚΑ ΛΙΠΑΣΜΑΤΑ: διὰ καπνά, κηπουρικά, ἀμπέλους, σιτηρὰ κ.λ.π. Θεϊκὸς χαλκός, φάρμακα διὰ τὰ ζῶα. ΘΕΪΚΟΣ ΣΙΔΗΡΟΣ ΟΞΕΑ. Θεϊκὸν ὀξὺ, ὑδροχλωρικόν, νιτρικὸν κ.λ.π. xyxy=(505,1807,930,1849)
rule-l2 xyxy=(28,1200,266,1202)
rate-row xyxy=(28,304,268,318)
rate-v2: 17.50 xyxy=(236,332,268,346)
